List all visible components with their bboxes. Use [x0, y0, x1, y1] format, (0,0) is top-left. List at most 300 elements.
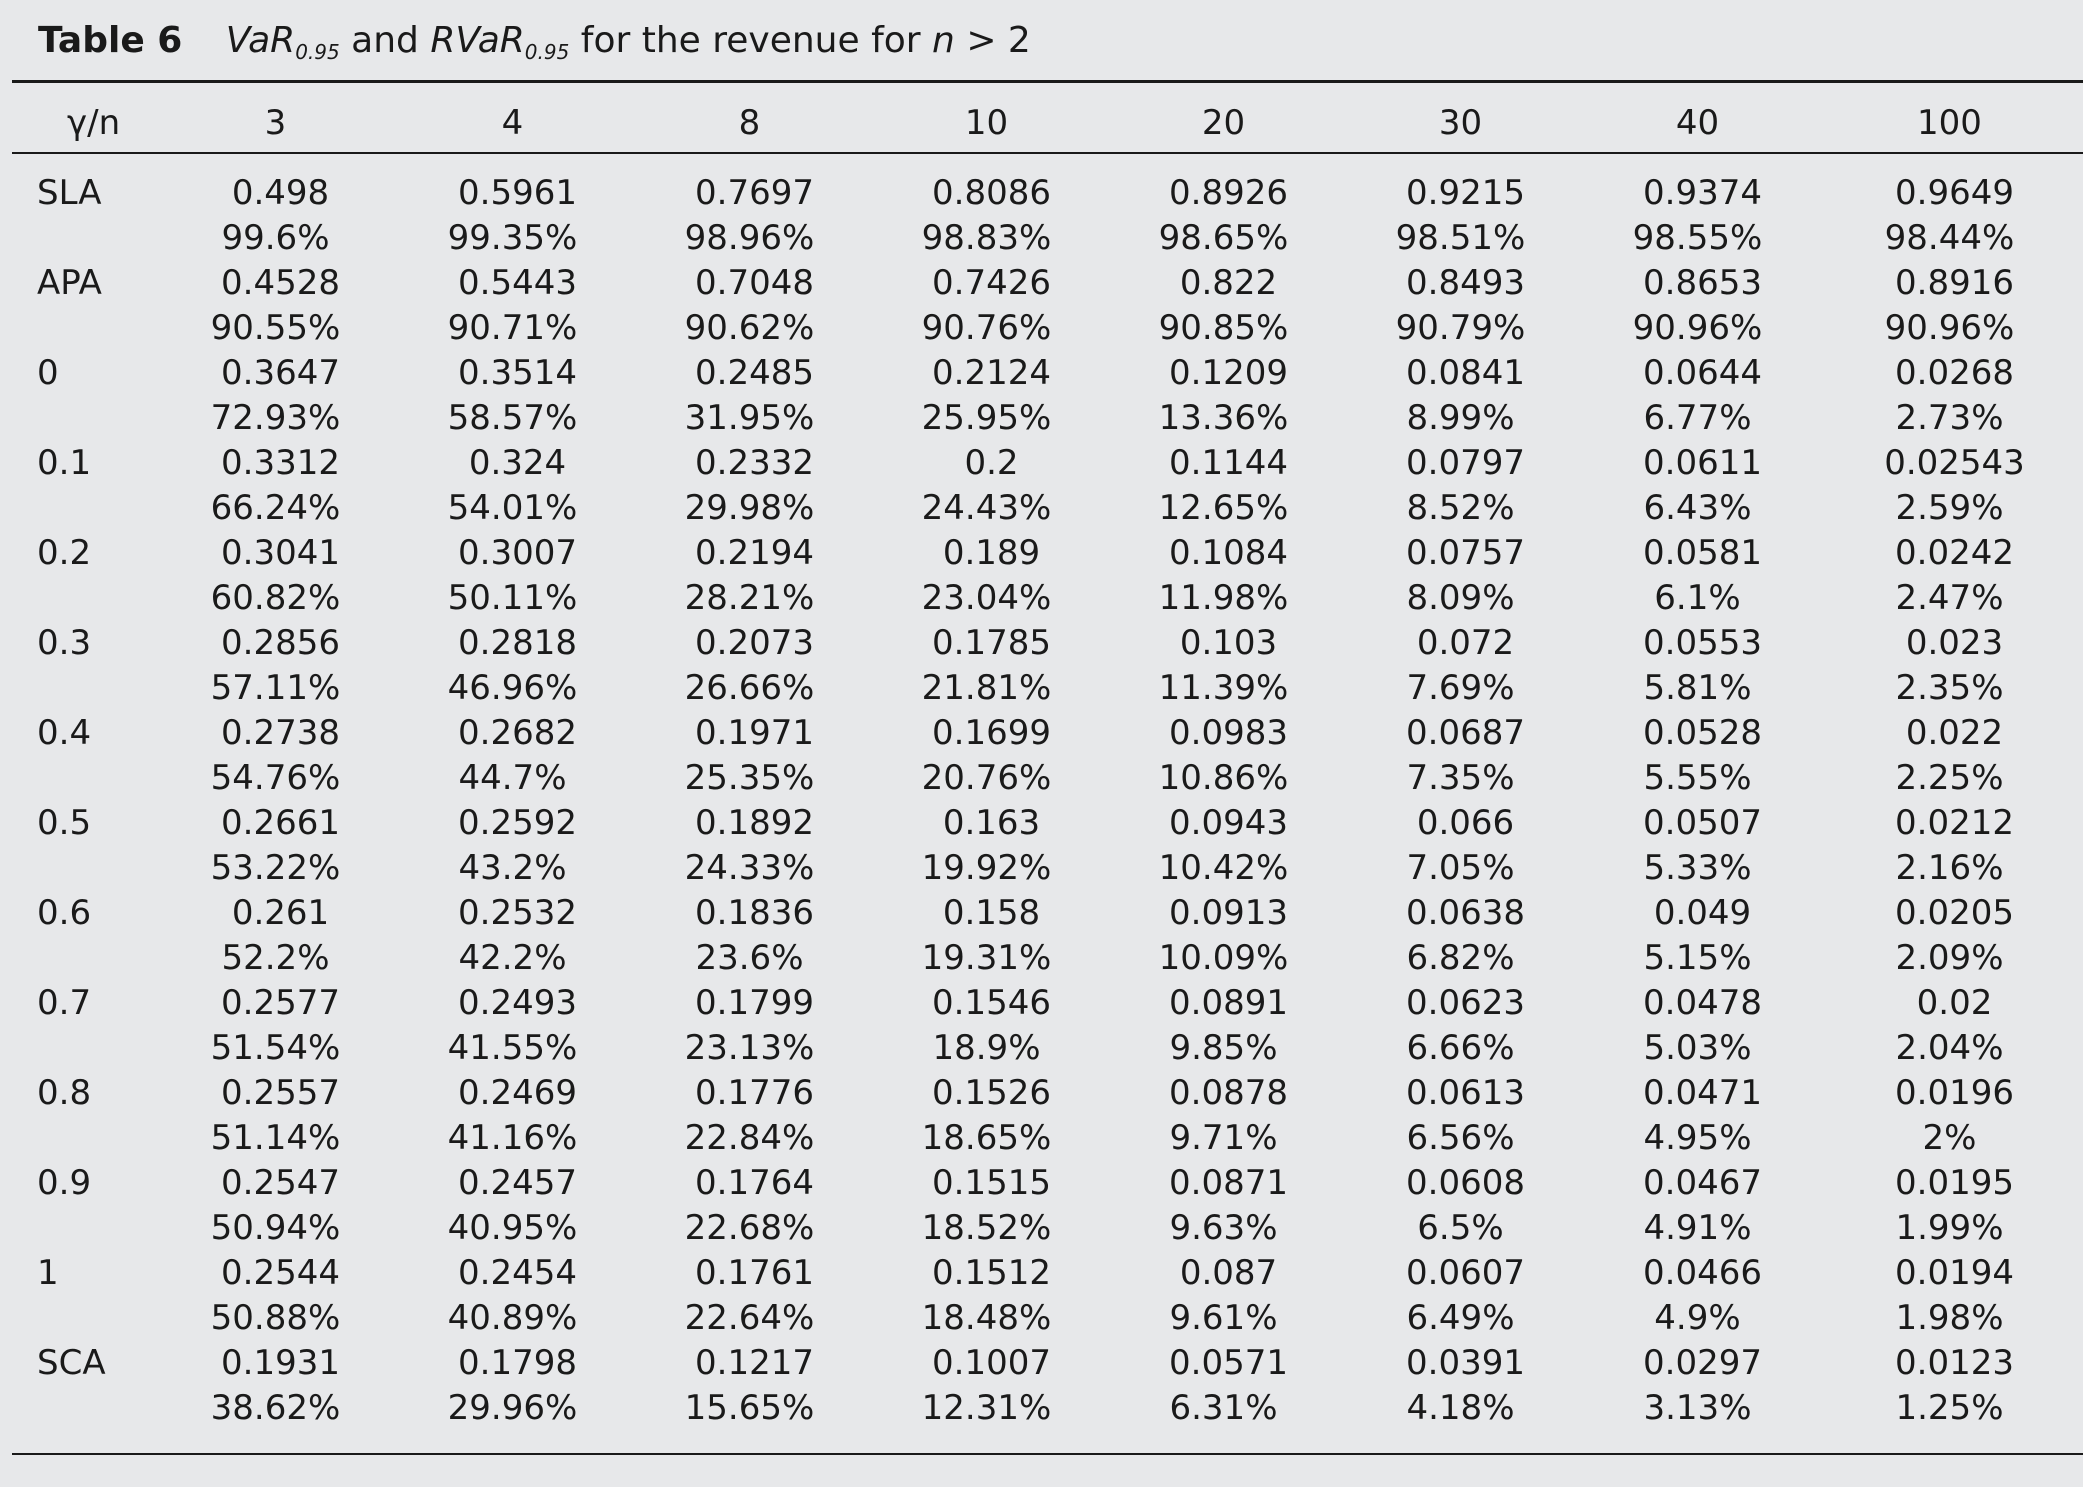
- var-value-cell: 0.1931: [221, 1342, 340, 1383]
- row-label: 0.4: [37, 712, 92, 753]
- row-label: SLA: [37, 172, 102, 213]
- var-value-cell: 0.2738: [221, 712, 340, 753]
- rvar-percent-cell: 11.39%: [1158, 667, 1289, 708]
- rvar-percent-cell: 18.9%: [932, 1027, 1041, 1068]
- rvar-percent-cell: 4.95%: [1643, 1117, 1752, 1158]
- rvar-percent-cell: 58.57%: [447, 397, 578, 438]
- table-row: [12, 1160, 2083, 1205]
- rvar-percent-cell: 6.82%: [1406, 937, 1515, 978]
- var-value-cell: 0.189: [942, 532, 1041, 573]
- var-value-cell: 0.2818: [458, 622, 577, 663]
- table-row: [12, 1385, 2083, 1430]
- rvar-percent-cell: 8.99%: [1406, 397, 1515, 438]
- var-value-cell: 0.1084: [1169, 532, 1288, 573]
- var-value-cell: 0.0608: [1406, 1162, 1525, 1203]
- rvar-percent-cell: 51.54%: [210, 1027, 341, 1068]
- rvar-percent-cell: 23.04%: [921, 577, 1052, 618]
- rvar-percent-cell: 90.55%: [210, 307, 341, 348]
- rvar-percent-cell: 9.71%: [1169, 1117, 1278, 1158]
- var-value-cell: 0.0467: [1643, 1162, 1762, 1203]
- row-label-spacer: [12, 485, 157, 530]
- rvar-percent-cell: 57.11%: [210, 667, 341, 708]
- var-value-cell: 0.2682: [458, 712, 577, 753]
- var-value-cell: 0.0913: [1169, 892, 1288, 933]
- rvar-percent-cell: 24.43%: [921, 487, 1052, 528]
- rvar-percent-cell: 18.48%: [921, 1297, 1052, 1338]
- rvar-percent-cell: 1.98%: [1895, 1297, 2004, 1338]
- row-label-spacer: [12, 935, 157, 980]
- rvar-percent-cell: 18.65%: [921, 1117, 1052, 1158]
- var-value-cell: 0.02543: [1884, 442, 2025, 483]
- rvar-percent-cell: 60.82%: [210, 577, 341, 618]
- var-value-cell: 0.0644: [1643, 352, 1762, 393]
- caption-condition: > 2: [966, 20, 1031, 61]
- rvar-percent-cell: 23.6%: [695, 937, 804, 978]
- rvar-percent-cell: 5.33%: [1643, 847, 1752, 888]
- row-label: 0.6: [37, 892, 92, 933]
- rvar-percent-cell: 2.09%: [1895, 937, 2004, 978]
- rvar-percent-cell: 11.98%: [1158, 577, 1289, 618]
- var-value-cell: 0.1836: [695, 892, 814, 933]
- row-label-spacer: [12, 1385, 157, 1430]
- rvar-percent-cell: 50.88%: [210, 1297, 341, 1338]
- var-value-cell: 0.0983: [1169, 712, 1288, 753]
- table-body: [12, 150, 2083, 1430]
- table-row: [12, 1070, 2083, 1115]
- rvar-percent-cell: 46.96%: [447, 667, 578, 708]
- var-value-cell: 0.2544: [221, 1252, 340, 1293]
- rvar-percent-cell: 7.69%: [1406, 667, 1515, 708]
- rvar-percent-cell: 1.25%: [1895, 1387, 2004, 1428]
- var-value-cell: 0.8916: [1895, 262, 2014, 303]
- table-row: [12, 1205, 2083, 1250]
- caption-n-symbol: n: [932, 20, 955, 61]
- column-header: 4: [501, 102, 524, 143]
- rvar-percent-cell: 29.96%: [447, 1387, 578, 1428]
- rvar-percent-cell: 2.59%: [1895, 487, 2004, 528]
- var-value-cell: 0.0891: [1169, 982, 1288, 1023]
- table-caption: [38, 16, 1031, 77]
- table-row: [12, 485, 2083, 530]
- var-value-cell: 0.1209: [1169, 352, 1288, 393]
- var-subscript: 0.95: [295, 40, 340, 64]
- row-label-spacer: [12, 1295, 157, 1340]
- caption-and: and: [351, 20, 419, 61]
- rvar-percent-cell: 22.64%: [684, 1297, 815, 1338]
- var-value-cell: 0.2493: [458, 982, 577, 1023]
- rvar-percent-cell: 2.25%: [1895, 757, 2004, 798]
- row-label-spacer: [12, 1025, 157, 1070]
- rvar-percent-cell: 2.35%: [1895, 667, 2004, 708]
- var-value-cell: 0.0212: [1895, 802, 2014, 843]
- rvar-percent-cell: 8.09%: [1406, 577, 1515, 618]
- row-label-spacer: [12, 215, 157, 260]
- rvar-percent-cell: 54.76%: [210, 757, 341, 798]
- var-value-cell: 0.1546: [932, 982, 1051, 1023]
- rvar-percent-cell: 23.13%: [684, 1027, 815, 1068]
- var-value-cell: 0.3041: [221, 532, 340, 573]
- rvar-percent-cell: 98.83%: [921, 217, 1052, 258]
- row-label: 0.7: [37, 982, 92, 1023]
- rvar-percent-cell: 13.36%: [1158, 397, 1289, 438]
- var-value-cell: 0.1764: [695, 1162, 814, 1203]
- var-value-cell: 0.2557: [221, 1072, 340, 1113]
- var-value-cell: 0.0797: [1406, 442, 1525, 483]
- rvar-percent-cell: 41.16%: [447, 1117, 578, 1158]
- rvar-percent-cell: 41.55%: [447, 1027, 578, 1068]
- var-value-cell: 0.0611: [1643, 442, 1762, 483]
- rvar-percent-cell: 98.51%: [1395, 217, 1526, 258]
- var-value-cell: 0.163: [942, 802, 1041, 843]
- var-value-cell: 0.2485: [695, 352, 814, 393]
- rvar-percent-cell: 90.79%: [1395, 307, 1526, 348]
- var-value-cell: 0.066: [1416, 802, 1515, 843]
- rvar-percent-cell: 21.81%: [921, 667, 1052, 708]
- rvar-percent-cell: 5.03%: [1643, 1027, 1752, 1068]
- var-value-cell: 0.022: [1905, 712, 2004, 753]
- table-row: [12, 260, 2083, 305]
- rvar-percent-cell: 5.15%: [1643, 937, 1752, 978]
- row-label: 0.2: [37, 532, 92, 573]
- var-value-cell: 0.2073: [695, 622, 814, 663]
- var-value-cell: 0.2856: [221, 622, 340, 663]
- var-value-cell: 0.0607: [1406, 1252, 1525, 1293]
- var-value-cell: 0.2469: [458, 1072, 577, 1113]
- var-value-cell: 0.8086: [932, 172, 1051, 213]
- var-value-cell: 0.0528: [1643, 712, 1762, 753]
- var-value-cell: 0.324: [468, 442, 567, 483]
- table-row: [12, 215, 2083, 260]
- var-value-cell: 0.158: [942, 892, 1041, 933]
- rvar-percent-cell: 28.21%: [684, 577, 815, 618]
- var-value-cell: 0.0571: [1169, 1342, 1288, 1383]
- var-value-cell: 0.3647: [221, 352, 340, 393]
- rvar-percent-cell: 25.95%: [921, 397, 1052, 438]
- rvar-percent-cell: 90.96%: [1884, 307, 2015, 348]
- row-label-spacer: [12, 395, 157, 440]
- var-value-cell: 0.0553: [1643, 622, 1762, 663]
- var-value-cell: 0.5961: [458, 172, 577, 213]
- table-row: [12, 800, 2083, 845]
- rvar-percent-cell: 99.35%: [447, 217, 578, 258]
- var-value-cell: 0.0878: [1169, 1072, 1288, 1113]
- rvar-percent-cell: 6.31%: [1169, 1387, 1278, 1428]
- rvar-percent-cell: 18.52%: [921, 1207, 1052, 1248]
- rvar-percent-cell: 3.13%: [1643, 1387, 1752, 1428]
- var-value-cell: 0.1971: [695, 712, 814, 753]
- var-value-cell: 0.1892: [695, 802, 814, 843]
- rvar-percent-cell: 22.84%: [684, 1117, 815, 1158]
- var-value-cell: 0.1785: [932, 622, 1051, 663]
- table-row: [12, 530, 2083, 575]
- table-row: [12, 890, 2083, 935]
- rvar-percent-cell: 2.47%: [1895, 577, 2004, 618]
- var-value-cell: 0.3514: [458, 352, 577, 393]
- row-label-spacer: [12, 1115, 157, 1160]
- rvar-percent-cell: 26.66%: [684, 667, 815, 708]
- rvar-percent-cell: 25.35%: [684, 757, 815, 798]
- table-row: [12, 350, 2083, 395]
- var-value-cell: 0.8653: [1643, 262, 1762, 303]
- rvar-percent-cell: 4.91%: [1643, 1207, 1752, 1248]
- var-value-cell: 0.9215: [1406, 172, 1525, 213]
- var-value-cell: 0.2592: [458, 802, 577, 843]
- var-value-cell: 0.1144: [1169, 442, 1288, 483]
- rvar-percent-cell: 6.1%: [1654, 577, 1741, 618]
- rvar-percent-cell: 90.76%: [921, 307, 1052, 348]
- var-value-cell: 0.0581: [1643, 532, 1762, 573]
- row-label-spacer: [12, 1205, 157, 1250]
- rvar-percent-cell: 53.22%: [210, 847, 341, 888]
- table-row: [12, 1295, 2083, 1340]
- rvar-percent-cell: 4.9%: [1654, 1297, 1741, 1338]
- rvar-percent-cell: 50.11%: [447, 577, 578, 618]
- var-value-cell: 0.2577: [221, 982, 340, 1023]
- var-value-cell: 0.0194: [1895, 1252, 2014, 1293]
- var-value-cell: 0.1515: [932, 1162, 1051, 1203]
- rvar-percent-cell: 6.43%: [1643, 487, 1752, 528]
- var-value-cell: 0.3007: [458, 532, 577, 573]
- top-rule: [12, 80, 2083, 83]
- rvar-percent-cell: 43.2%: [458, 847, 567, 888]
- rvar-percent-cell: 98.44%: [1884, 217, 2015, 258]
- var-value-cell: 0.2457: [458, 1162, 577, 1203]
- caption-rest: for the revenue for: [580, 20, 921, 61]
- var-value-cell: 0.0687: [1406, 712, 1525, 753]
- rvar-percent-cell: 44.7%: [458, 757, 567, 798]
- rvar-percent-cell: 40.95%: [447, 1207, 578, 1248]
- var-value-cell: 0.0391: [1406, 1342, 1525, 1383]
- table-row: [12, 1115, 2083, 1160]
- column-header: 100: [1917, 102, 1982, 143]
- data-table: [12, 95, 2083, 1430]
- var-value-cell: 0.2547: [221, 1162, 340, 1203]
- var-value-cell: 0.02: [1916, 982, 1993, 1023]
- var-main: VaR: [225, 20, 296, 61]
- table-row: [12, 935, 2083, 980]
- var-value-cell: 0.1799: [695, 982, 814, 1023]
- rvar-percent-cell: 4.18%: [1406, 1387, 1515, 1428]
- header-row: [12, 95, 2083, 150]
- var-symbol: [225, 20, 340, 64]
- row-label-spacer: [12, 845, 157, 890]
- column-header: 40: [1675, 102, 1720, 143]
- rvar-percent-cell: 9.61%: [1169, 1297, 1278, 1338]
- var-value-cell: 0.261: [231, 892, 330, 933]
- rvar-percent-cell: 50.94%: [210, 1207, 341, 1248]
- var-value-cell: 0.7697: [695, 172, 814, 213]
- rvar-percent-cell: 7.05%: [1406, 847, 1515, 888]
- var-value-cell: 0.0943: [1169, 802, 1288, 843]
- rvar-percent-cell: 6.66%: [1406, 1027, 1515, 1068]
- rvar-symbol: [430, 20, 570, 64]
- rvar-percent-cell: 12.31%: [921, 1387, 1052, 1428]
- row-label: 0.9: [37, 1162, 92, 1203]
- rvar-percent-cell: 2.16%: [1895, 847, 2004, 888]
- rvar-percent-cell: 51.14%: [210, 1117, 341, 1158]
- var-value-cell: 0.2: [964, 442, 1019, 483]
- column-header: 10: [964, 102, 1009, 143]
- var-value-cell: 0.023: [1905, 622, 2004, 663]
- row-label: 0.5: [37, 802, 92, 843]
- var-value-cell: 0.1007: [932, 1342, 1051, 1383]
- row-label-spacer: [12, 305, 157, 350]
- var-value-cell: 0.0297: [1643, 1342, 1762, 1383]
- var-value-cell: 0.2194: [695, 532, 814, 573]
- row-label: 0.1: [37, 442, 92, 483]
- var-value-cell: 0.7048: [695, 262, 814, 303]
- rvar-percent-cell: 90.71%: [447, 307, 578, 348]
- rvar-main: RVaR: [430, 20, 525, 61]
- rvar-percent-cell: 6.77%: [1643, 397, 1752, 438]
- column-header: 3: [264, 102, 287, 143]
- rvar-percent-cell: 1.99%: [1895, 1207, 2004, 1248]
- rvar-percent-cell: 8.52%: [1406, 487, 1515, 528]
- var-value-cell: 0.0478: [1643, 982, 1762, 1023]
- rvar-percent-cell: 10.86%: [1158, 757, 1289, 798]
- rvar-percent-cell: 7.35%: [1406, 757, 1515, 798]
- var-value-cell: 0.8493: [1406, 262, 1525, 303]
- var-value-cell: 0.8926: [1169, 172, 1288, 213]
- var-value-cell: 0.0623: [1406, 982, 1525, 1023]
- var-value-cell: 0.498: [231, 172, 330, 213]
- rvar-percent-cell: 5.81%: [1643, 667, 1752, 708]
- rvar-percent-cell: 40.89%: [447, 1297, 578, 1338]
- rvar-percent-cell: 6.5%: [1417, 1207, 1504, 1248]
- table-row: [12, 575, 2083, 620]
- row-label: 0.8: [37, 1072, 92, 1113]
- rvar-percent-cell: 72.93%: [210, 397, 341, 438]
- table-row: [12, 305, 2083, 350]
- var-value-cell: 0.1776: [695, 1072, 814, 1113]
- var-value-cell: 0.1512: [932, 1252, 1051, 1293]
- rvar-percent-cell: 90.96%: [1632, 307, 1763, 348]
- var-value-cell: 0.0471: [1643, 1072, 1762, 1113]
- row-label-spacer: [12, 755, 157, 800]
- table-row: [12, 845, 2083, 890]
- rvar-percent-cell: 98.55%: [1632, 217, 1763, 258]
- var-value-cell: 0.0242: [1895, 532, 2014, 573]
- table-row: [12, 755, 2083, 800]
- var-value-cell: 0.1217: [695, 1342, 814, 1383]
- rvar-percent-cell: 2%: [1922, 1117, 1977, 1158]
- var-value-cell: 0.1699: [932, 712, 1051, 753]
- var-value-cell: 0.1798: [458, 1342, 577, 1383]
- var-value-cell: 0.0195: [1895, 1162, 2014, 1203]
- var-value-cell: 0.103: [1179, 622, 1278, 663]
- var-value-cell: 0.0466: [1643, 1252, 1762, 1293]
- var-value-cell: 0.0638: [1406, 892, 1525, 933]
- var-value-cell: 0.0205: [1895, 892, 2014, 933]
- var-value-cell: 0.2124: [932, 352, 1051, 393]
- rvar-percent-cell: 24.33%: [684, 847, 815, 888]
- rvar-percent-cell: 54.01%: [447, 487, 578, 528]
- rvar-percent-cell: 38.62%: [210, 1387, 341, 1428]
- var-value-cell: 0.5443: [458, 262, 577, 303]
- var-value-cell: 0.4528: [221, 262, 340, 303]
- var-value-cell: 0.3312: [221, 442, 340, 483]
- bottom-rule: [12, 1453, 2083, 1455]
- rvar-percent-cell: 31.95%: [684, 397, 815, 438]
- row-label-spacer: [12, 665, 157, 710]
- rvar-percent-cell: 19.92%: [921, 847, 1052, 888]
- row-label: 0.3: [37, 622, 92, 663]
- table-row: [12, 620, 2083, 665]
- column-header: 20: [1201, 102, 1246, 143]
- var-value-cell: 0.2332: [695, 442, 814, 483]
- table-row: [12, 980, 2083, 1025]
- var-value-cell: 0.049: [1653, 892, 1752, 933]
- table-label: Table 6: [38, 20, 183, 61]
- var-value-cell: 0.9649: [1895, 172, 2014, 213]
- var-value-cell: 0.087: [1179, 1252, 1278, 1293]
- rvar-percent-cell: 19.31%: [921, 937, 1052, 978]
- var-value-cell: 0.2454: [458, 1252, 577, 1293]
- row-label: APA: [37, 262, 102, 303]
- table-row: [12, 440, 2083, 485]
- var-value-cell: 0.0841: [1406, 352, 1525, 393]
- rvar-percent-cell: 90.62%: [684, 307, 815, 348]
- table-row: [12, 150, 2083, 215]
- table-row: [12, 665, 2083, 710]
- rvar-subscript: 0.95: [524, 40, 570, 64]
- rvar-percent-cell: 6.56%: [1406, 1117, 1515, 1158]
- rvar-percent-cell: 2.73%: [1895, 397, 2004, 438]
- row-label-spacer: [12, 575, 157, 620]
- rvar-percent-cell: 2.04%: [1895, 1027, 2004, 1068]
- rvar-percent-cell: 42.2%: [458, 937, 567, 978]
- var-value-cell: 0.2532: [458, 892, 577, 933]
- row-label: 0: [37, 352, 59, 393]
- rvar-percent-cell: 15.65%: [684, 1387, 815, 1428]
- rvar-percent-cell: 52.2%: [221, 937, 330, 978]
- var-value-cell: 0.0757: [1406, 532, 1525, 573]
- var-value-cell: 0.1761: [695, 1252, 814, 1293]
- rvar-percent-cell: 29.98%: [684, 487, 815, 528]
- table-row: [12, 1025, 2083, 1070]
- var-value-cell: 0.822: [1179, 262, 1278, 303]
- table-row: [12, 395, 2083, 440]
- rvar-percent-cell: 66.24%: [210, 487, 341, 528]
- rvar-percent-cell: 22.68%: [684, 1207, 815, 1248]
- var-value-cell: 0.0196: [1895, 1072, 2014, 1113]
- var-value-cell: 0.0871: [1169, 1162, 1288, 1203]
- var-value-cell: 0.072: [1416, 622, 1515, 663]
- var-value-cell: 0.9374: [1643, 172, 1762, 213]
- rvar-percent-cell: 9.85%: [1169, 1027, 1278, 1068]
- var-value-cell: 0.0507: [1643, 802, 1762, 843]
- var-value-cell: 0.2661: [221, 802, 340, 843]
- var-value-cell: 0.0613: [1406, 1072, 1525, 1113]
- table-row: [12, 1250, 2083, 1295]
- rvar-percent-cell: 99.6%: [221, 217, 330, 258]
- rvar-percent-cell: 10.42%: [1158, 847, 1289, 888]
- table-row: [12, 710, 2083, 755]
- rvar-percent-cell: 10.09%: [1158, 937, 1289, 978]
- rvar-percent-cell: 6.49%: [1406, 1297, 1515, 1338]
- rvar-percent-cell: 20.76%: [921, 757, 1052, 798]
- var-value-cell: 0.0123: [1895, 1342, 2014, 1383]
- var-value-cell: 0.1526: [932, 1072, 1051, 1113]
- rvar-percent-cell: 98.96%: [684, 217, 815, 258]
- stub-header: γ/n: [67, 102, 121, 143]
- rvar-percent-cell: 9.63%: [1169, 1207, 1278, 1248]
- column-header: 30: [1438, 102, 1483, 143]
- var-value-cell: 0.0268: [1895, 352, 2014, 393]
- row-label: 1: [37, 1252, 59, 1293]
- rvar-percent-cell: 90.85%: [1158, 307, 1289, 348]
- row-label: SCA: [37, 1342, 106, 1383]
